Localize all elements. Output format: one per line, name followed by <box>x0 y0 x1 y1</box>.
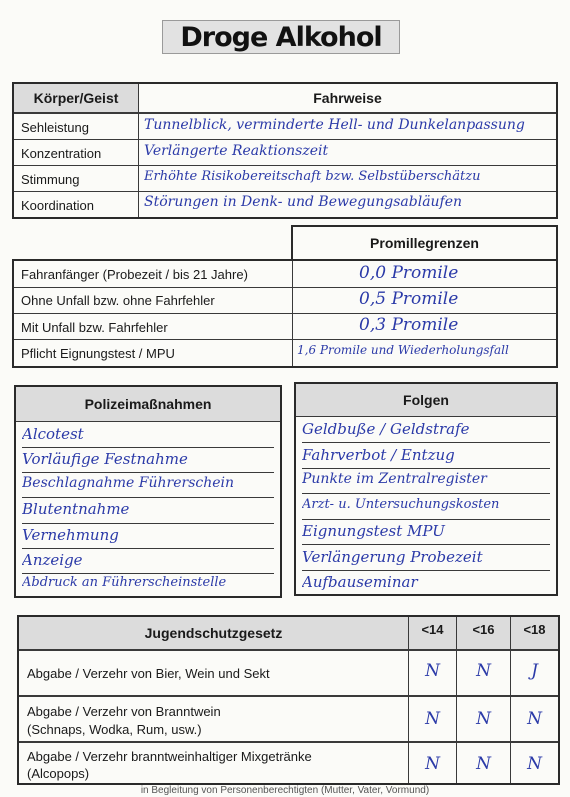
folgen-item: Eignungstest MPU <box>302 522 445 540</box>
folgen-item: Fahrverbot / Entzug <box>302 446 455 464</box>
promille-row-value: 0,0 Promile <box>359 263 459 283</box>
folgen-header: Folgen <box>296 384 556 416</box>
promillegrenzen-header: Promillegrenzen <box>370 235 479 251</box>
fahrweise-row-value: Verlängerte Reaktionszeit <box>144 143 329 159</box>
fahrweise-row-label: Konzentration <box>21 146 102 161</box>
fahrweise-row-label: Stimmung <box>21 172 80 187</box>
fahrweise-row-value: Erhöhte Risikobereitschaft bzw. Selbstüberschätzu <box>144 169 481 184</box>
age-header: <14 <box>421 622 444 637</box>
jugendschutz-row-label: (Alcopops) <box>27 766 90 781</box>
promille-row-label: Fahranfänger (Probezeit / bis 21 Jahre) <box>21 267 248 282</box>
polizei-item: Abdruck an Führerscheinstelle <box>22 575 227 590</box>
polizei-item: Vorläufige Festnahme <box>22 450 188 468</box>
polizeimassnahmen-box <box>14 385 282 598</box>
jugendschutz-mark: N <box>476 661 491 681</box>
jugendschutz-mark: N <box>527 709 542 729</box>
promillegrenzen-table <box>12 259 558 368</box>
jugendschutz-mark: N <box>476 754 491 774</box>
promille-row-label: Mit Unfall bzw. Fahrfehler <box>21 320 168 335</box>
folgen-item: Aufbauseminar <box>302 573 418 591</box>
jugendschutz-table <box>17 615 560 785</box>
jugendschutz-row-label: Abgabe / Verzehr von Bier, Wein und Sekt <box>27 666 270 681</box>
promille-row-value: 0,5 Promile <box>359 289 459 309</box>
polizei-item: Anzeige <box>22 551 83 569</box>
promillegrenzen-header-box <box>291 225 558 261</box>
age-header: <18 <box>523 622 546 637</box>
fahrweise-row-value: Störungen in Denk- und Bewegungsabläufen <box>144 194 463 210</box>
polizei-item: Alcotest <box>22 425 84 443</box>
polizei-item: Blutentnahme <box>22 500 130 518</box>
folgen-item: Geldbuße / Geldstrafe <box>302 420 470 438</box>
jugendschutz-mark: N <box>527 754 542 774</box>
jugendschutz-header: Jugendschutzgesetz <box>144 625 283 641</box>
jugendschutz-mark: N <box>476 709 491 729</box>
polizei-item: Vernehmung <box>22 526 119 544</box>
footnote: in Begleitung von Personenberechtigten (Mutter, Vater, Vormund) <box>140 785 430 796</box>
folgen-box <box>294 382 558 596</box>
jugendschutz-mark: N <box>425 709 440 729</box>
koerper-geist-header: Körper/Geist <box>14 84 138 112</box>
jugendschutz-mark: N <box>425 661 440 681</box>
fahrweise-header: Fahrweise <box>313 90 382 106</box>
folgen-item: Punkte im Zentralregister <box>302 471 487 487</box>
jugendschutz-mark: J <box>531 661 538 681</box>
age-header: <16 <box>472 622 495 637</box>
fahrweise-row-label: Sehleistung <box>21 120 89 135</box>
folgen-item: Arzt- u. Untersuchungskosten <box>302 497 500 512</box>
fahrweise-row-label: Koordination <box>21 198 94 213</box>
promille-row-value: 0,3 Promile <box>359 315 459 335</box>
promille-row-value: 1,6 Promile und Wiederholungsfall <box>297 343 509 357</box>
page-title: Droge Alkohol <box>162 20 400 54</box>
fahrweise-table <box>12 82 558 219</box>
promille-row-label: Pflicht Eignungstest / MPU <box>21 346 175 361</box>
folgen-item: Verlängerung Probezeit <box>302 548 483 566</box>
jugendschutz-mark: N <box>425 754 440 774</box>
jugendschutz-row-label: Abgabe / Verzehr branntweinhaltiger Mixgetränke <box>27 749 312 764</box>
polizei-item: Beschlagnahme Führerschein <box>22 475 235 491</box>
promille-row-label: Ohne Unfall bzw. ohne Fahrfehler <box>21 293 215 308</box>
polizeimassnahmen-header: Polizeimaßnahmen <box>16 387 280 421</box>
fahrweise-row-value: Tunnelblick, verminderte Hell- und Dunkelanpassung <box>144 117 525 133</box>
jugendschutz-row-label: Abgabe / Verzehr von Branntwein <box>27 704 221 719</box>
jugendschutz-row-label: (Schnaps, Wodka, Rum, usw.) <box>27 722 202 737</box>
